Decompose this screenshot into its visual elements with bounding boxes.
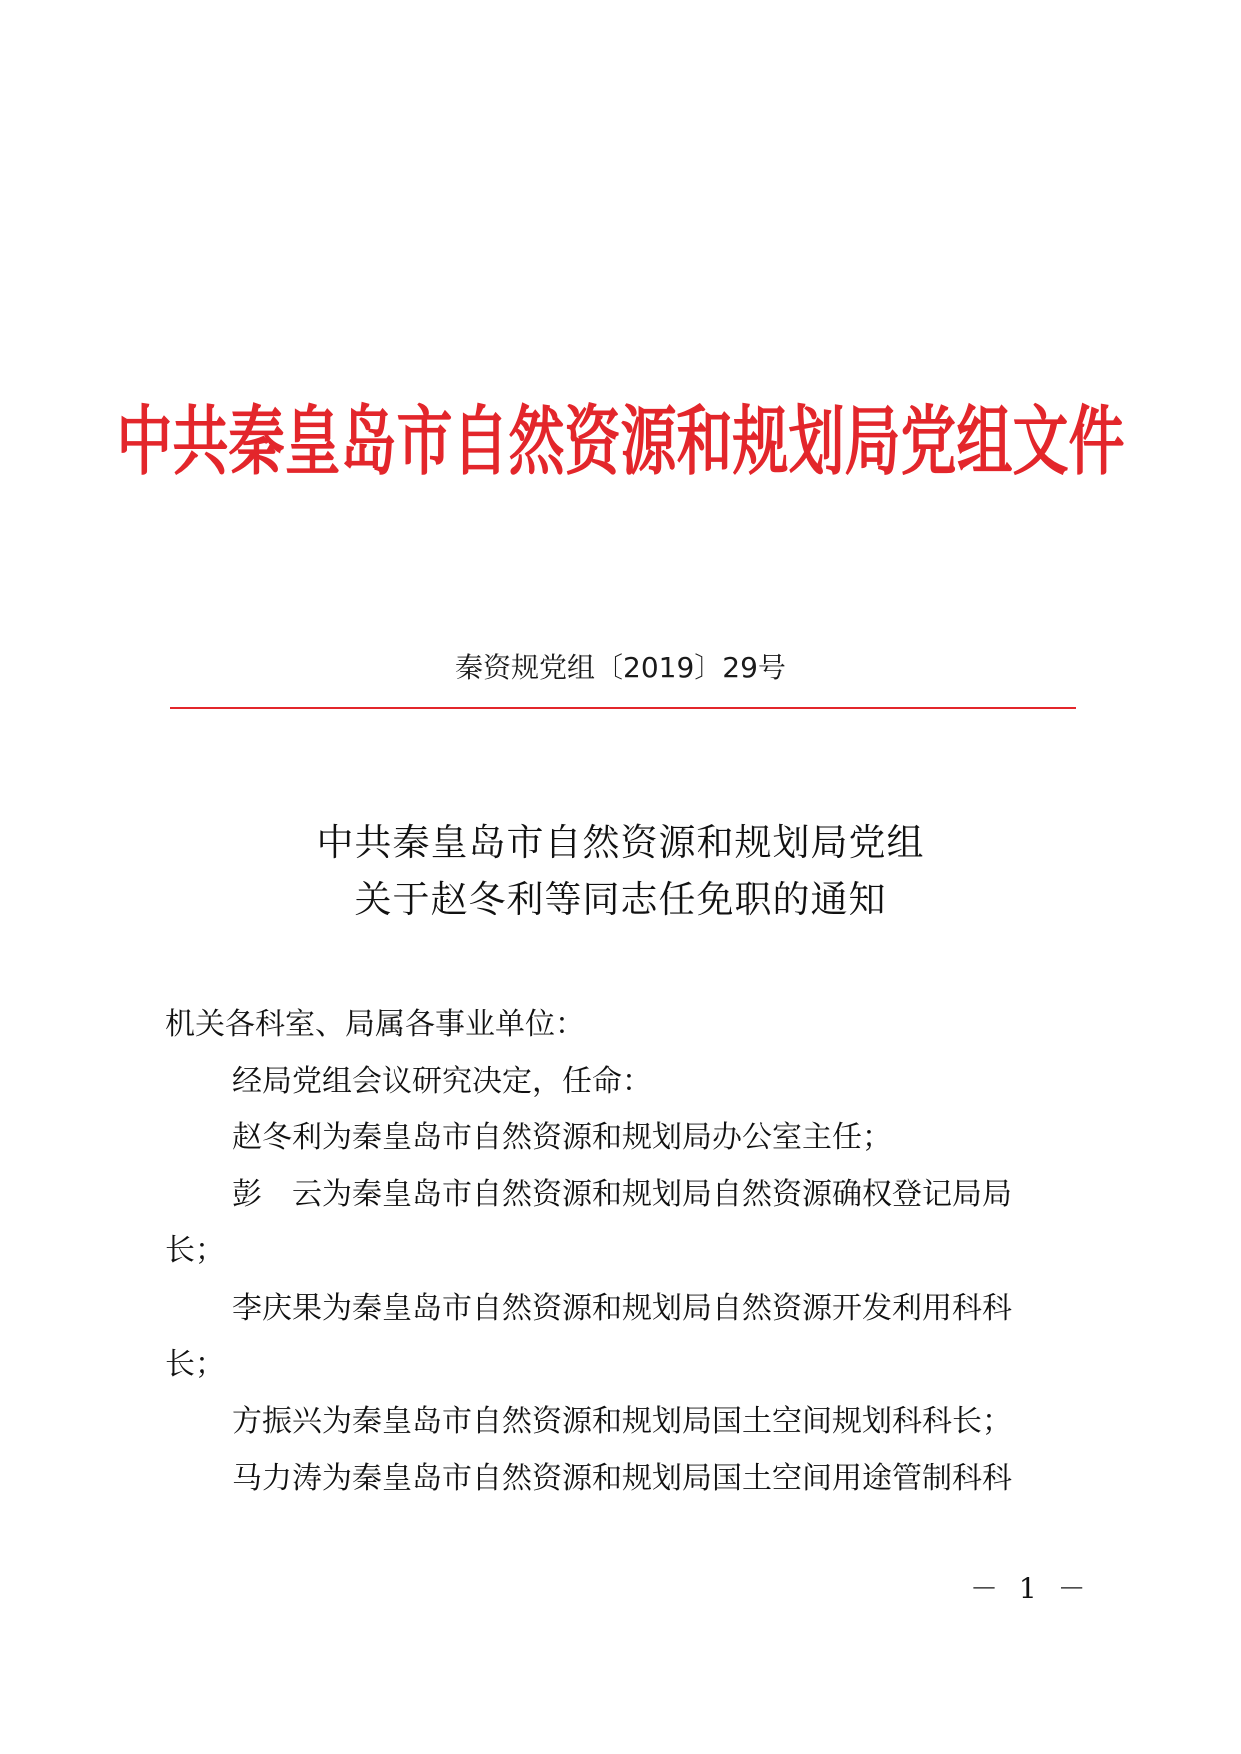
document-masthead: 中共秦皇岛市自然资源和规划局党组文件 (116, 398, 1125, 487)
notice-title-line-1: 中共秦皇岛市自然资源和规划局党组 (316, 821, 925, 864)
salutation: 机关各科室、局属各事业单位： (165, 1007, 585, 1042)
appointment-item-continuation: 长； (165, 1347, 225, 1382)
red-divider-line (170, 707, 1076, 709)
document-number: 秦资规党组〔2019〕29号 (455, 651, 786, 684)
appointment-item: 赵冬利为秦皇岛市自然资源和规划局办公室主任； (232, 1120, 892, 1155)
appointment-item-continuation: 长； (165, 1233, 225, 1268)
notice-title-line-2: 关于赵冬利等同志任免职的通知 (354, 878, 887, 921)
appointment-item: 马力涛为秦皇岛市自然资源和规划局国土空间用途管制科科 (232, 1461, 1012, 1496)
appointment-item: 彭 云为秦皇岛市自然资源和规划局自然资源确权登记局局 (232, 1177, 1012, 1212)
appointment-item: 李庆果为秦皇岛市自然资源和规划局自然资源开发利用科科 (232, 1291, 1012, 1326)
intro-paragraph: 经局党组会议研究决定，任命： (232, 1064, 652, 1099)
page-number: － 1 － (970, 1572, 1092, 1605)
appointment-item: 方振兴为秦皇岛市自然资源和规划局国土空间规划科科长； (232, 1404, 1012, 1439)
